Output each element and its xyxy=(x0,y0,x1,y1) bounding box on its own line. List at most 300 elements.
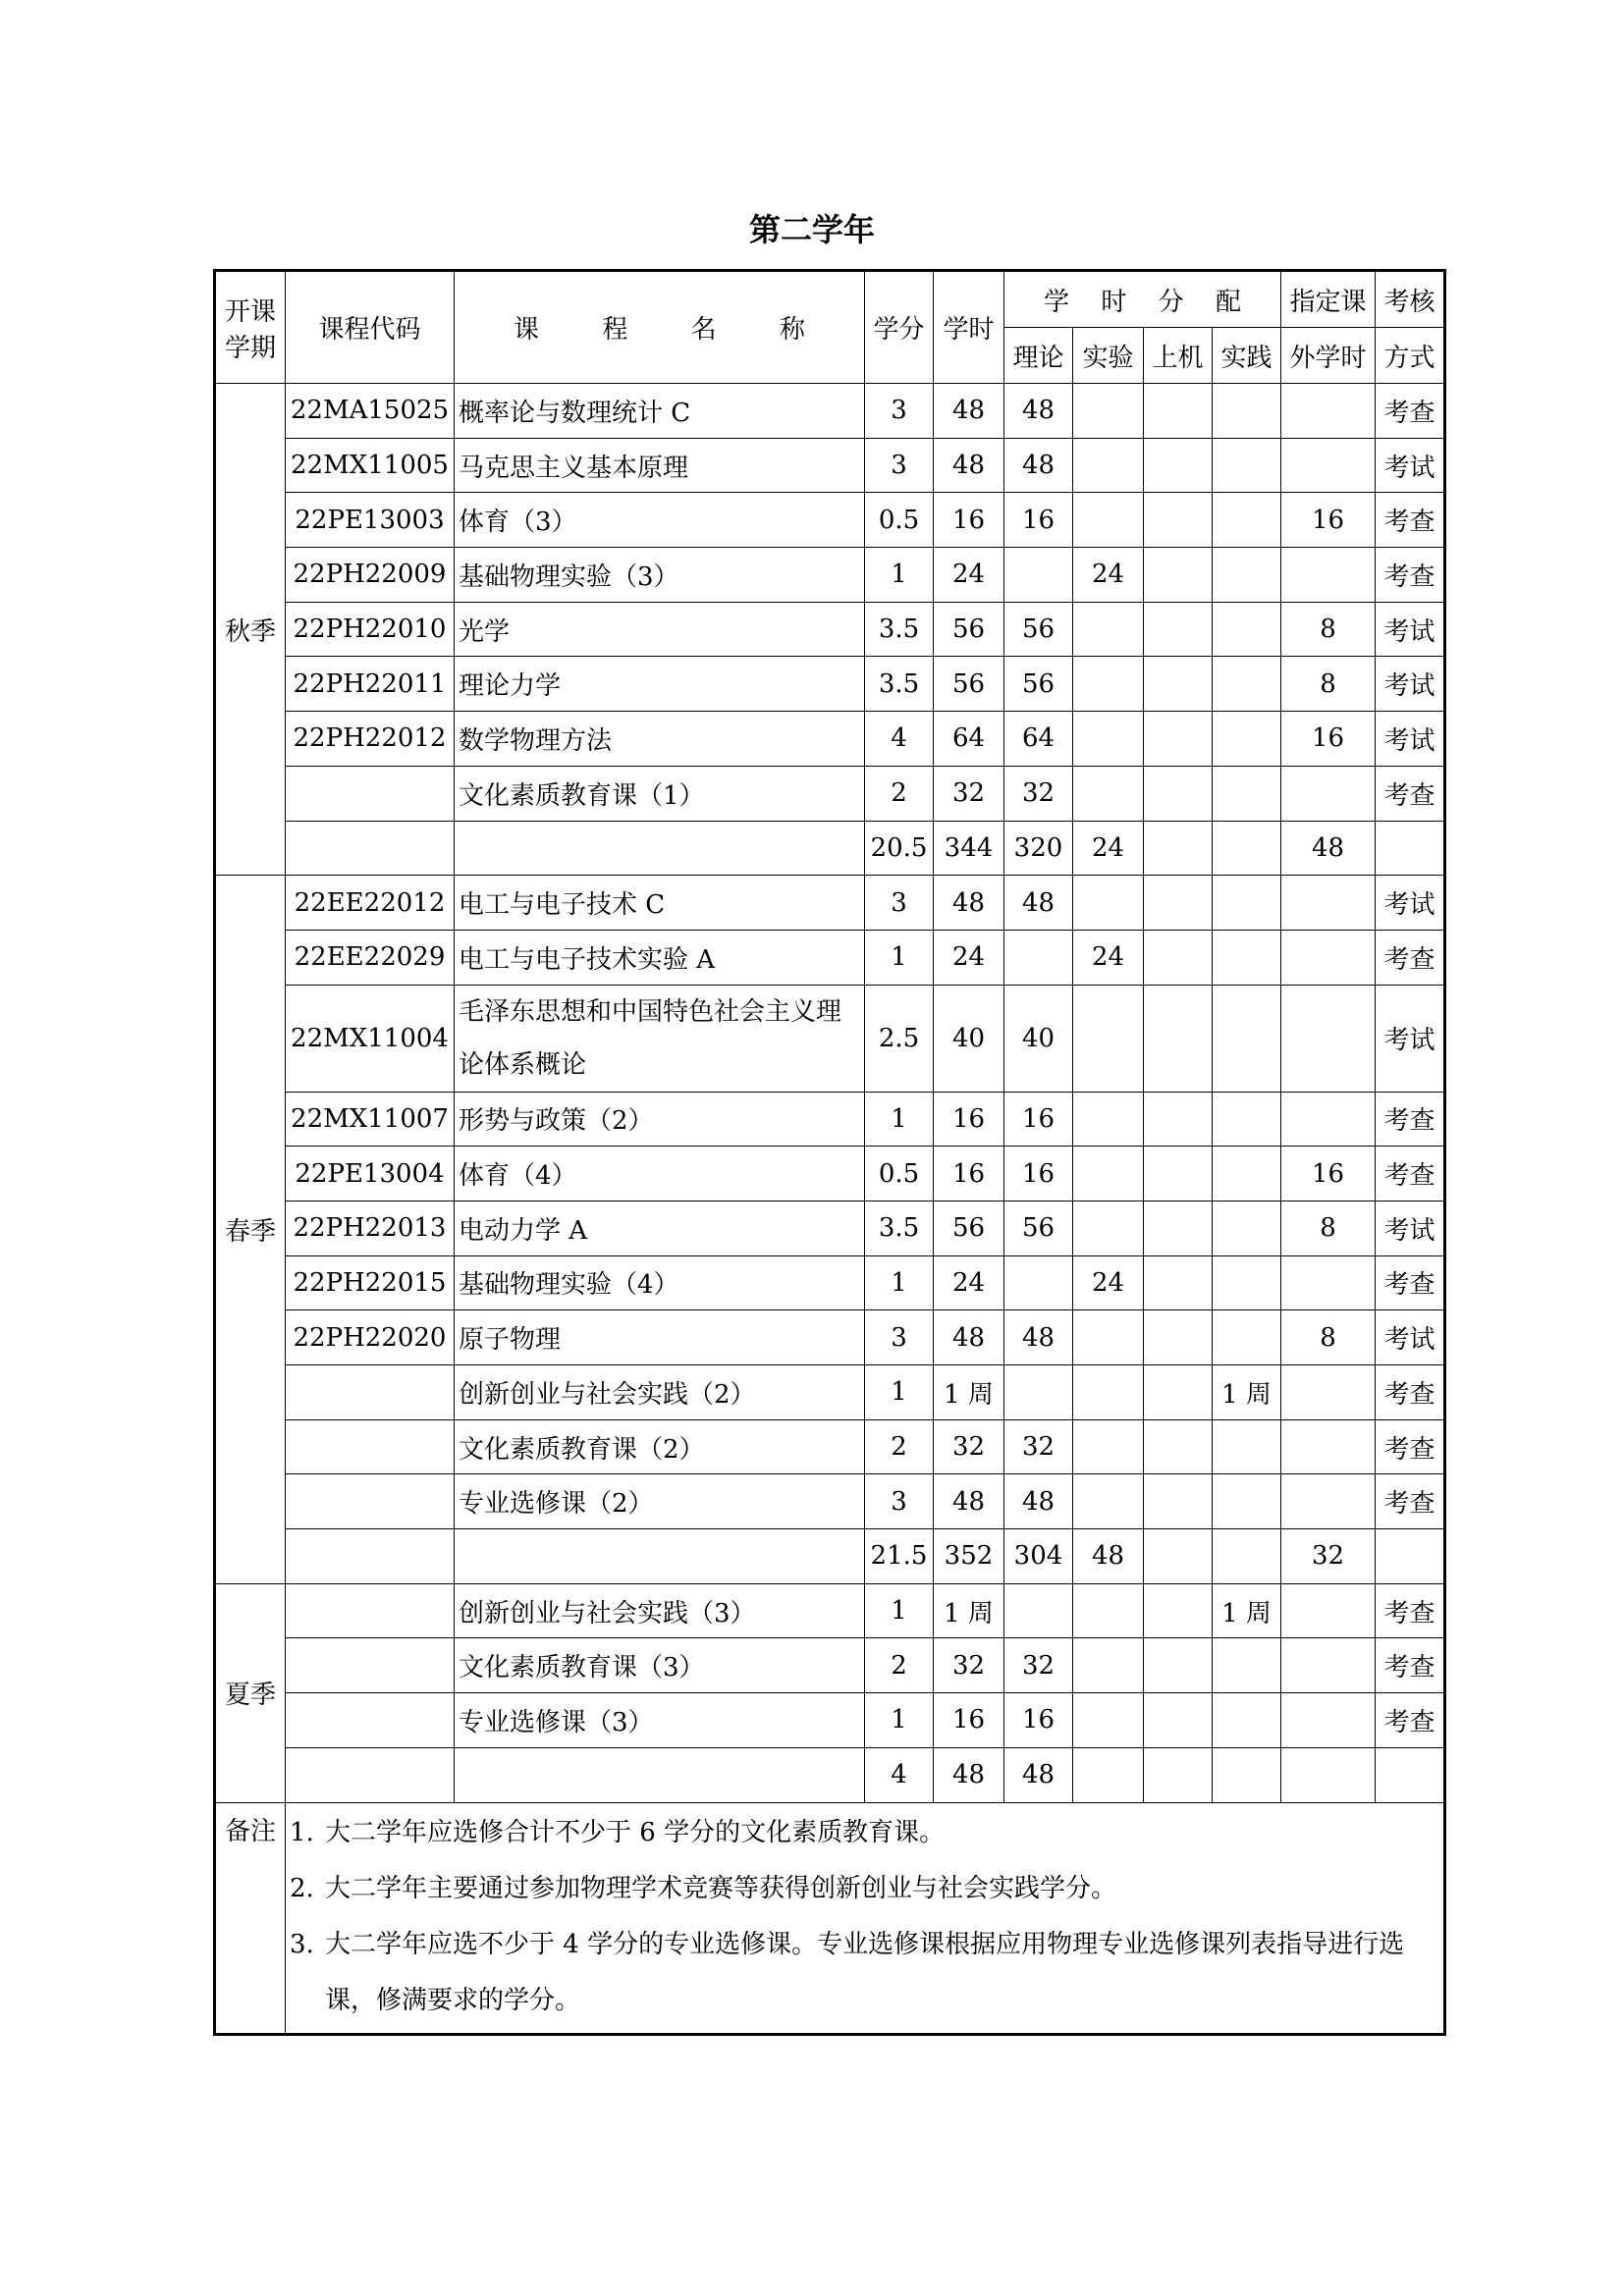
course-exam: 考查 xyxy=(1376,493,1445,548)
course-code: 22EE22012 xyxy=(286,876,455,931)
course-computer xyxy=(1144,930,1213,985)
course-practice xyxy=(1213,548,1281,603)
course-theory: 64 xyxy=(1004,712,1073,767)
course-extra xyxy=(1281,1365,1376,1420)
course-name: 数学物理方法 xyxy=(455,712,865,767)
total-hours: 48 xyxy=(934,1747,1004,1802)
course-extra xyxy=(1281,1693,1376,1748)
total-row xyxy=(215,1529,1445,1584)
course-name: 光学 xyxy=(455,602,865,657)
header-computer: 上机 xyxy=(1144,328,1213,384)
course-exam: 考试 xyxy=(1376,657,1445,712)
course-practice xyxy=(1213,384,1281,439)
course-hours: 16 xyxy=(934,1147,1004,1201)
course-code: 22MX11005 xyxy=(286,438,455,493)
course-theory: 56 xyxy=(1004,1201,1073,1255)
total-code-blank xyxy=(286,821,455,876)
course-practice xyxy=(1213,1310,1281,1365)
course-extra xyxy=(1281,766,1376,821)
course-practice xyxy=(1213,1638,1281,1693)
course-hours: 32 xyxy=(934,1638,1004,1693)
course-extra xyxy=(1281,1255,1376,1310)
course-computer xyxy=(1144,384,1213,439)
course-computer xyxy=(1144,1310,1213,1365)
course-computer xyxy=(1144,657,1213,712)
course-theory: 48 xyxy=(1004,438,1073,493)
header-credits: 学分 xyxy=(865,271,934,384)
course-extra: 16 xyxy=(1281,712,1376,767)
note-number: 1. xyxy=(290,1817,314,1847)
total-practice xyxy=(1213,1747,1281,1802)
course-credits: 2 xyxy=(865,1638,934,1693)
header-practice: 实践 xyxy=(1213,328,1281,384)
notes-row xyxy=(215,1802,1445,2034)
course-lab xyxy=(1073,712,1144,767)
total-lab: 24 xyxy=(1073,821,1144,876)
table-row xyxy=(215,1474,1445,1529)
total-row xyxy=(215,821,1445,876)
course-theory: 16 xyxy=(1004,1147,1073,1201)
total-hours: 344 xyxy=(934,821,1004,876)
course-extra xyxy=(1281,1092,1376,1147)
course-computer xyxy=(1144,1365,1213,1420)
course-lab xyxy=(1073,1474,1144,1529)
course-lab xyxy=(1073,657,1144,712)
course-extra xyxy=(1281,1583,1376,1638)
course-practice xyxy=(1213,712,1281,767)
course-lab xyxy=(1073,1310,1144,1365)
course-exam: 考试 xyxy=(1376,712,1445,767)
course-extra xyxy=(1281,985,1376,1092)
course-code: 22PH22013 xyxy=(286,1201,455,1255)
header-name-char2: 程 xyxy=(602,315,628,345)
course-theory xyxy=(1004,1583,1073,1638)
course-exam: 考查 xyxy=(1376,384,1445,439)
course-hours: 1 周 xyxy=(934,1583,1004,1638)
course-name: 文化素质教育课（3） xyxy=(455,1638,865,1693)
course-exam: 考查 xyxy=(1376,548,1445,603)
course-code: 22PE13003 xyxy=(286,493,455,548)
page-title: 第二学年 xyxy=(748,211,875,248)
course-name: 专业选修课（3） xyxy=(455,1693,865,1748)
course-lab xyxy=(1073,1147,1144,1201)
course-theory: 40 xyxy=(1004,985,1073,1092)
course-exam: 考试 xyxy=(1376,1310,1445,1365)
course-computer xyxy=(1144,1474,1213,1529)
total-computer xyxy=(1144,1529,1213,1584)
course-hours: 24 xyxy=(934,930,1004,985)
course-theory: 32 xyxy=(1004,1419,1073,1474)
note-text: 大二学年应选不少于 4 学分的专业选修课。专业选修课根据应用物理专业选修课列表指导进行选课，修满要求的学分。 xyxy=(325,1929,1405,2015)
course-practice xyxy=(1213,1693,1281,1748)
course-code xyxy=(286,1638,455,1693)
course-credits: 2 xyxy=(865,1419,934,1474)
note-item xyxy=(286,1861,1441,1917)
course-theory: 56 xyxy=(1004,602,1073,657)
total-extra: 48 xyxy=(1281,821,1376,876)
table-row xyxy=(215,1255,1445,1310)
course-hours: 48 xyxy=(934,1474,1004,1529)
course-practice xyxy=(1213,1255,1281,1310)
course-hours: 48 xyxy=(934,384,1004,439)
table-row xyxy=(215,1419,1445,1474)
course-lab xyxy=(1073,602,1144,657)
header-row-top xyxy=(215,271,1445,328)
course-lab xyxy=(1073,493,1144,548)
course-extra: 16 xyxy=(1281,1147,1376,1201)
total-name-blank xyxy=(455,1747,865,1802)
total-exam-blank xyxy=(1376,1747,1445,1802)
total-exam-blank xyxy=(1376,1529,1445,1584)
course-hours: 16 xyxy=(934,493,1004,548)
course-lab: 24 xyxy=(1073,548,1144,603)
course-extra: 8 xyxy=(1281,1201,1376,1255)
header-dist-char3: 分 xyxy=(1158,287,1184,317)
course-practice xyxy=(1213,1147,1281,1201)
course-theory: 48 xyxy=(1004,1310,1073,1365)
course-extra xyxy=(1281,1474,1376,1529)
table-row xyxy=(215,930,1445,985)
course-exam: 考查 xyxy=(1376,1255,1445,1310)
course-computer xyxy=(1144,1255,1213,1310)
header-lab: 实验 xyxy=(1073,328,1144,384)
course-credits: 1 xyxy=(865,930,934,985)
course-hours: 24 xyxy=(934,548,1004,603)
course-extra: 8 xyxy=(1281,602,1376,657)
course-code xyxy=(286,1474,455,1529)
course-code: 22MX11007 xyxy=(286,1092,455,1147)
course-credits: 3 xyxy=(865,1474,934,1529)
table-row xyxy=(215,1693,1445,1748)
course-theory xyxy=(1004,548,1073,603)
course-extra xyxy=(1281,548,1376,603)
course-practice xyxy=(1213,1474,1281,1529)
course-practice xyxy=(1213,1419,1281,1474)
table-row xyxy=(215,548,1445,603)
table-row xyxy=(215,602,1445,657)
course-computer xyxy=(1144,985,1213,1092)
table-row xyxy=(215,438,1445,493)
course-code xyxy=(286,1583,455,1638)
course-credits: 0.5 xyxy=(865,1147,934,1201)
course-practice: 1 周 xyxy=(1213,1583,1281,1638)
course-credits: 3.5 xyxy=(865,602,934,657)
course-name: 理论力学 xyxy=(455,657,865,712)
course-name: 创新创业与社会实践（2） xyxy=(455,1365,865,1420)
header-term-line2: 学期 xyxy=(224,333,276,363)
header-term xyxy=(215,271,286,384)
notes-body xyxy=(286,1802,1445,2034)
course-extra: 16 xyxy=(1281,493,1376,548)
header-distribution xyxy=(1004,271,1281,328)
course-exam: 考查 xyxy=(1376,1147,1445,1201)
course-extra: 8 xyxy=(1281,1310,1376,1365)
total-name-blank xyxy=(455,1529,865,1584)
course-computer xyxy=(1144,766,1213,821)
header-code: 课程代码 xyxy=(286,271,455,384)
table-row xyxy=(215,384,1445,439)
course-practice xyxy=(1213,438,1281,493)
course-hours: 56 xyxy=(934,657,1004,712)
course-hours: 32 xyxy=(934,1419,1004,1474)
course-practice: 1 周 xyxy=(1213,1365,1281,1420)
course-extra xyxy=(1281,438,1376,493)
course-hours: 64 xyxy=(934,712,1004,767)
course-lab: 24 xyxy=(1073,1255,1144,1310)
total-extra xyxy=(1281,1747,1376,1802)
course-extra xyxy=(1281,1638,1376,1693)
course-practice xyxy=(1213,1201,1281,1255)
course-computer xyxy=(1144,712,1213,767)
total-theory: 304 xyxy=(1004,1529,1073,1584)
table-row xyxy=(215,657,1445,712)
total-theory: 48 xyxy=(1004,1747,1073,1802)
course-computer xyxy=(1144,1419,1213,1474)
course-code: 22PH22010 xyxy=(286,602,455,657)
course-lab xyxy=(1073,1201,1144,1255)
course-credits: 2.5 xyxy=(865,985,934,1092)
course-name: 电工与电子技术 C xyxy=(455,876,865,931)
note-text: 大二学年主要通过参加物理学术竞赛等获得创新创业与社会实践学分。 xyxy=(325,1873,1117,1903)
course-theory: 48 xyxy=(1004,876,1073,931)
course-code: 22PH22020 xyxy=(286,1310,455,1365)
course-exam: 考查 xyxy=(1376,930,1445,985)
course-lab: 24 xyxy=(1073,930,1144,985)
course-code xyxy=(286,766,455,821)
course-code: 22EE22029 xyxy=(286,930,455,985)
course-practice xyxy=(1213,1092,1281,1147)
course-code xyxy=(286,1693,455,1748)
header-extra-line2: 外学时 xyxy=(1281,328,1376,384)
course-plan-table xyxy=(213,269,1446,2036)
course-computer xyxy=(1144,876,1213,931)
course-practice xyxy=(1213,493,1281,548)
course-practice xyxy=(1213,985,1281,1092)
course-code: 22MX11004 xyxy=(286,985,455,1092)
course-extra xyxy=(1281,384,1376,439)
course-hours: 40 xyxy=(934,985,1004,1092)
note-text: 大二学年应选修合计不少于 6 学分的文化素质教育课。 xyxy=(325,1817,946,1847)
course-lab xyxy=(1073,1365,1144,1420)
course-extra xyxy=(1281,930,1376,985)
table-row xyxy=(215,1583,1445,1638)
course-theory: 32 xyxy=(1004,1638,1073,1693)
course-theory: 16 xyxy=(1004,1092,1073,1147)
course-lab xyxy=(1073,384,1144,439)
course-extra: 8 xyxy=(1281,657,1376,712)
course-lab xyxy=(1073,1419,1144,1474)
term-cell: 夏季 xyxy=(215,1583,286,1802)
term-cell: 春季 xyxy=(215,876,286,1584)
course-lab xyxy=(1073,1092,1144,1147)
header-hours: 学时 xyxy=(934,271,1004,384)
table-row xyxy=(215,1638,1445,1693)
course-computer xyxy=(1144,602,1213,657)
table-row xyxy=(215,1092,1445,1147)
course-lab xyxy=(1073,438,1144,493)
course-name: 专业选修课（2） xyxy=(455,1474,865,1529)
course-theory xyxy=(1004,1365,1073,1420)
course-theory: 56 xyxy=(1004,657,1073,712)
course-credits: 4 xyxy=(865,712,934,767)
table-row xyxy=(215,1147,1445,1201)
course-exam: 考查 xyxy=(1376,1365,1445,1420)
course-theory: 32 xyxy=(1004,766,1073,821)
course-hours: 56 xyxy=(934,1201,1004,1255)
course-practice xyxy=(1213,930,1281,985)
header-exam-line2: 方式 xyxy=(1376,328,1445,384)
total-practice xyxy=(1213,821,1281,876)
course-name: 体育（3） xyxy=(455,493,865,548)
course-computer xyxy=(1144,1693,1213,1748)
total-row xyxy=(215,1747,1445,1802)
course-exam: 考查 xyxy=(1376,766,1445,821)
course-exam: 考试 xyxy=(1376,1201,1445,1255)
course-name: 马克思主义基本原理 xyxy=(455,438,865,493)
table-row xyxy=(215,766,1445,821)
course-lab xyxy=(1073,1638,1144,1693)
course-exam: 考查 xyxy=(1376,1419,1445,1474)
course-computer xyxy=(1144,1638,1213,1693)
course-hours: 56 xyxy=(934,602,1004,657)
total-exam-blank xyxy=(1376,821,1445,876)
course-credits: 1 xyxy=(865,1693,934,1748)
header-dist-char4: 配 xyxy=(1215,287,1241,317)
course-hours: 48 xyxy=(934,876,1004,931)
total-lab: 48 xyxy=(1073,1529,1144,1584)
course-theory: 16 xyxy=(1004,493,1073,548)
table-row xyxy=(215,493,1445,548)
course-code: 22PH22009 xyxy=(286,548,455,603)
course-exam: 考试 xyxy=(1376,985,1445,1092)
course-code xyxy=(286,1365,455,1420)
table-row xyxy=(215,985,1445,1092)
note-number: 2. xyxy=(290,1873,314,1903)
header-name-char3: 名 xyxy=(690,315,717,345)
course-computer xyxy=(1144,1092,1213,1147)
course-name: 体育（4） xyxy=(455,1147,865,1201)
course-name: 形势与政策（2） xyxy=(455,1092,865,1147)
course-extra xyxy=(1281,1419,1376,1474)
course-credits: 3.5 xyxy=(865,1201,934,1255)
course-exam: 考试 xyxy=(1376,876,1445,931)
total-hours: 352 xyxy=(934,1529,1004,1584)
course-hours: 16 xyxy=(934,1693,1004,1748)
course-credits: 1 xyxy=(865,1092,934,1147)
course-computer xyxy=(1144,1147,1213,1201)
course-practice xyxy=(1213,766,1281,821)
header-exam-line1: 考核 xyxy=(1376,271,1445,328)
course-credits: 1 xyxy=(865,1255,934,1310)
total-computer xyxy=(1144,821,1213,876)
course-exam: 考试 xyxy=(1376,438,1445,493)
course-name: 基础物理实验（4） xyxy=(455,1255,865,1310)
course-name: 概率论与数理统计 C xyxy=(455,384,865,439)
table-row xyxy=(215,876,1445,931)
header-name-char1: 课 xyxy=(514,315,540,345)
course-credits: 2 xyxy=(865,766,934,821)
total-code-blank xyxy=(286,1529,455,1584)
course-credits: 0.5 xyxy=(865,493,934,548)
course-theory: 48 xyxy=(1004,1474,1073,1529)
total-credits: 21.5 xyxy=(865,1529,934,1584)
header-extra-line1: 指定课 xyxy=(1281,271,1376,328)
note-item xyxy=(286,1917,1441,2029)
note-item xyxy=(286,1805,1441,1861)
course-credits: 3 xyxy=(865,876,934,931)
course-computer xyxy=(1144,1201,1213,1255)
course-exam: 考查 xyxy=(1376,1583,1445,1638)
course-name: 电工与电子技术实验 A xyxy=(455,930,865,985)
course-code: 22MA15025 xyxy=(286,384,455,439)
table-row xyxy=(215,1201,1445,1255)
total-credits: 4 xyxy=(865,1747,934,1802)
course-lab xyxy=(1073,985,1144,1092)
course-name: 原子物理 xyxy=(455,1310,865,1365)
course-hours: 16 xyxy=(934,1092,1004,1147)
course-code: 22PH22015 xyxy=(286,1255,455,1310)
course-exam: 考查 xyxy=(1376,1092,1445,1147)
course-exam: 考查 xyxy=(1376,1693,1445,1748)
course-exam: 考试 xyxy=(1376,602,1445,657)
course-credits: 3 xyxy=(865,438,934,493)
total-theory: 320 xyxy=(1004,821,1073,876)
header-name-char4: 称 xyxy=(779,315,805,345)
course-lab xyxy=(1073,876,1144,931)
total-name-blank xyxy=(455,821,865,876)
course-theory: 16 xyxy=(1004,1693,1073,1748)
course-computer xyxy=(1144,438,1213,493)
course-practice xyxy=(1213,602,1281,657)
course-name: 电动力学 A xyxy=(455,1201,865,1255)
course-hours: 48 xyxy=(934,438,1004,493)
course-credits: 1 xyxy=(865,1583,934,1638)
total-lab xyxy=(1073,1747,1144,1802)
course-code: 22PH22012 xyxy=(286,712,455,767)
course-code: 22PH22011 xyxy=(286,657,455,712)
total-extra: 32 xyxy=(1281,1529,1376,1584)
term-cell: 秋季 xyxy=(215,384,286,876)
header-term-line1: 开课 xyxy=(224,296,276,327)
course-hours: 48 xyxy=(934,1310,1004,1365)
header-dist-char1: 学 xyxy=(1044,287,1070,317)
header-name xyxy=(455,271,865,384)
course-extra xyxy=(1281,876,1376,931)
course-hours: 1 周 xyxy=(934,1365,1004,1420)
table-row xyxy=(215,712,1445,767)
course-exam: 考查 xyxy=(1376,1474,1445,1529)
course-name: 毛泽东思想和中国特色社会主义理论体系概论 xyxy=(455,985,865,1092)
course-credits: 1 xyxy=(865,1365,934,1420)
course-lab xyxy=(1073,766,1144,821)
course-computer xyxy=(1144,493,1213,548)
total-practice xyxy=(1213,1529,1281,1584)
course-computer xyxy=(1144,548,1213,603)
header-theory: 理论 xyxy=(1004,328,1073,384)
course-name: 文化素质教育课（1） xyxy=(455,766,865,821)
course-code xyxy=(286,1419,455,1474)
course-practice xyxy=(1213,657,1281,712)
course-lab xyxy=(1073,1693,1144,1748)
course-theory xyxy=(1004,930,1073,985)
course-credits: 1 xyxy=(865,548,934,603)
notes-label: 备注 xyxy=(215,1802,286,2034)
table-row xyxy=(215,1365,1445,1420)
course-credits: 3 xyxy=(865,1310,934,1365)
course-name: 创新创业与社会实践（3） xyxy=(455,1583,865,1638)
course-practice xyxy=(1213,876,1281,931)
total-code-blank xyxy=(286,1747,455,1802)
